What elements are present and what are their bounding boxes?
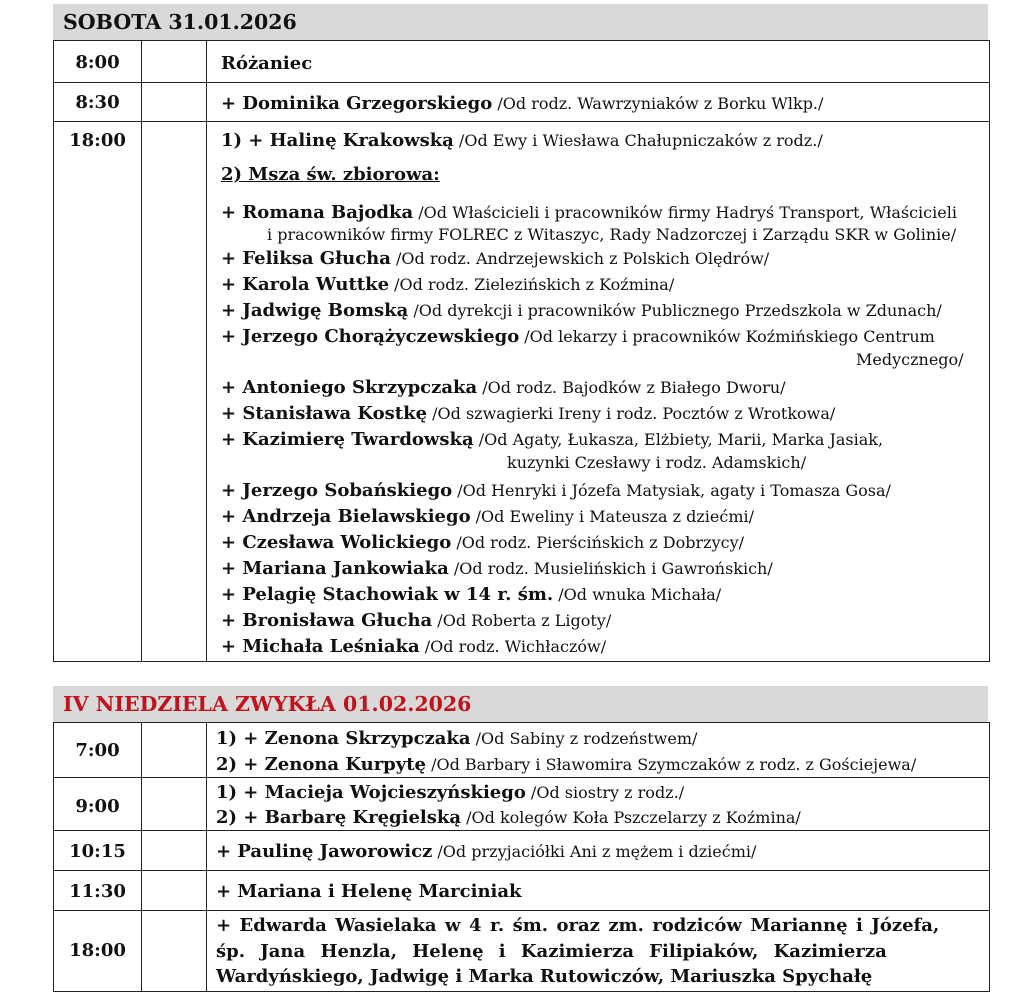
intention-note: /Od Roberta z Ligoty/	[432, 611, 612, 630]
intention-note: /Od rodz. Pierścińskich z Dobrzycy/	[451, 533, 744, 552]
time-cell: 8:00	[75, 52, 120, 73]
intention-name: + Czesława Wolickiego	[221, 532, 452, 553]
sunday-table	[53, 722, 990, 992]
intention-name: + Edwarda Wasielaka w 4 r. śm. oraz zm. rodziców Mariannę i Józefa,	[216, 915, 940, 936]
intention-note: /Od Henryki i Józefa Matysiak, agaty i Tomasza Gosa/	[452, 481, 891, 500]
intention-name: + Kazimierę Twardowską	[221, 429, 474, 450]
intention-note: /Od rodz. Musielińskich i Gawrońskich/	[448, 559, 773, 578]
intention-note: /Od rodz. Wichłaczów/	[419, 637, 607, 656]
intention-note: /Od siostry z rodz./	[525, 783, 685, 802]
intention-name: 1) + Macieja Wojcieszyńskiego	[216, 782, 526, 803]
intention-name: + Dominika Grzegorskiego	[221, 93, 493, 114]
intention-note: /Od wnuka Michała/	[553, 585, 722, 604]
intention-note: i pracowników firmy FOLREC z Witaszyc, Rady Nadzorczej i Zarządu SKR w Golinie/	[267, 225, 957, 244]
intention-name: + Mariana Jankowiaka	[221, 558, 449, 579]
table-row	[54, 723, 989, 777]
intention-name: + Karola Wuttke	[221, 274, 390, 295]
group-mass-label: 2) Msza św. zbiorowa:	[221, 164, 440, 185]
table-row	[54, 82, 989, 122]
intention-note: /Od szwagierki Ireny i rodz. Pocztów z Wrotkowa/	[427, 404, 836, 423]
intention-note: /Od przyjaciółki Ani z mężem i dziećmi/	[432, 842, 757, 861]
intention-name: + Romana Bajodka	[221, 202, 414, 223]
intention-name: + Antoniego Skrzypczaka	[221, 377, 478, 398]
intention-note: /Od lekarzy i pracowników Koźmińskiego Centrum	[519, 327, 935, 346]
intention-name: + Feliksa Głucha	[221, 248, 391, 269]
intention-note: kuzynki Czesławy i rodz. Adamskich/	[507, 453, 807, 472]
table-row	[54, 121, 989, 662]
intention-name: + Stanisława Kostkę	[221, 403, 428, 424]
intention-note: /Od kolegów Koła Pszczelarzy z Koźmina/	[461, 808, 801, 827]
intention-name: + Andrzeja Bielawskiego	[221, 506, 471, 527]
intention-note: /Od dyrekcji i pracowników Publicznego Przedszkola w Zdunach/	[408, 301, 942, 320]
time-cell: 10:15	[69, 841, 126, 862]
intention-name: + Pelagię Stachowiak w 14 r. śm.	[221, 584, 554, 605]
intention-note: /Od rodz. Wawrzyniaków z Borku Wlkp./	[492, 94, 824, 113]
saturday-table	[53, 40, 990, 662]
intention-note: /Od rodz. Andrzejewskich z Polskich Olędrów/	[390, 249, 770, 268]
intention-note: /Od Sabiny z rodzeństwem/	[470, 729, 698, 748]
intention-name: śp. Jana Henzla, Helenę i Kazimierza Filipiaków, Kazimierza	[216, 941, 887, 962]
table-row	[54, 777, 989, 831]
saturday-header: SOBOTA 31.01.2026	[63, 10, 297, 34]
intention-name: + Bronisława Głucha	[221, 610, 433, 631]
intention-note: /Od Eweliny i Mateusza z dziećmi/	[470, 507, 755, 526]
time-cell: 9:00	[75, 796, 120, 817]
intention-name: + Jadwigę Bomską	[221, 300, 409, 321]
intention-name: + Jerzego Sobańskiego	[221, 480, 453, 501]
table-row	[54, 41, 989, 82]
intention-note: /Od Właścicieli i pracowników firmy Hadryś Transport, Właścicieli	[413, 203, 957, 222]
intention-name: Wardyńskiego, Jadwigę i Marka Rutowiczów, Mariuszka Spychałę	[216, 966, 873, 987]
intention-note: /Od rodz. Bajodków z Białego Dworu/	[477, 378, 786, 397]
table-row	[54, 830, 989, 871]
time-cell: 8:30	[75, 92, 120, 113]
intention-name: + Jerzego Chorążyczewskiego	[221, 326, 520, 347]
sunday-header-bar	[53, 686, 988, 722]
intention-name: + Paulinę Jaworowicz	[216, 841, 433, 862]
intention-note: /Od rodz. Zielezińskich z Koźmina/	[389, 275, 675, 294]
intention-note: /Od Barbary i Sławomira Szymczaków z rodz. z Gościejewa/	[426, 755, 917, 774]
intention-note: Medycznego/	[856, 350, 964, 369]
table-row	[54, 910, 989, 992]
intention-note: /Od Agaty, Łukasza, Elżbiety, Marii, Marka Jasiak,	[473, 430, 884, 449]
intention-note: /Od Ewy i Wiesława Chałupniczaków z rodz./	[453, 131, 823, 150]
intention-name: 1) + Halinę Krakowską	[221, 130, 454, 151]
time-cell: 18:00	[69, 940, 126, 961]
time-cell: 11:30	[69, 881, 126, 902]
time-cell: 7:00	[75, 740, 120, 761]
sunday-header: IV NIEDZIELA ZWYKŁA 01.02.2026	[63, 692, 472, 716]
intention-name: 2) + Zenona Kurpytę	[216, 754, 426, 775]
intention-name: + Michała Leśniaka	[221, 636, 420, 657]
time-cell: 18:00	[69, 130, 126, 151]
intention-name: 2) + Barbarę Kręgielską	[216, 807, 462, 828]
intention-text: Różaniec	[221, 53, 313, 74]
table-row	[54, 870, 989, 911]
saturday-header-bar	[53, 4, 988, 40]
intention-name: 1) + Zenona Skrzypczaka	[216, 728, 471, 749]
intention-name: + Mariana i Helenę Marciniak	[216, 881, 522, 902]
